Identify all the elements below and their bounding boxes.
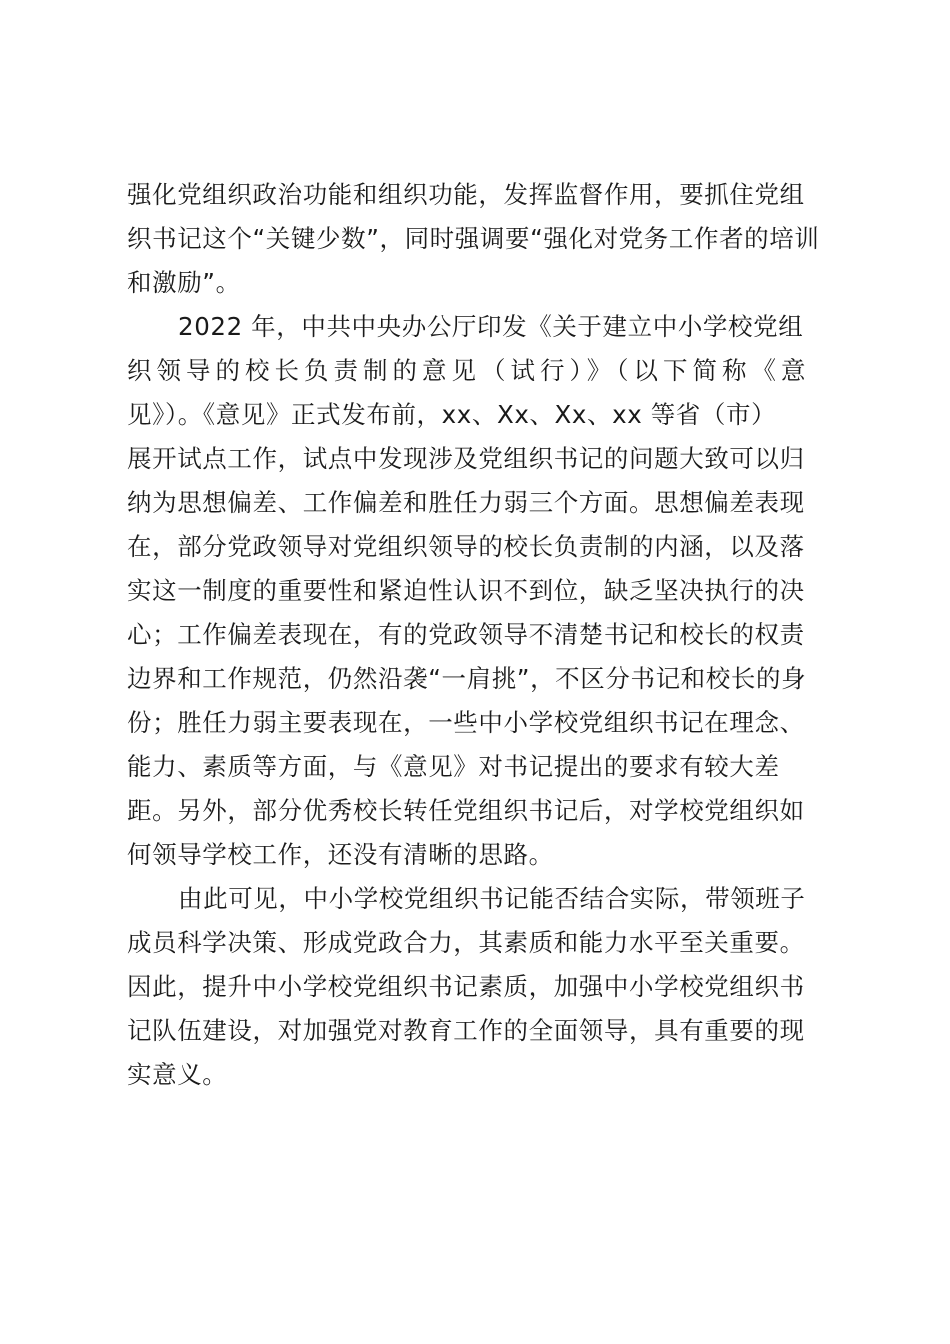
text-line: 见》）。《意见》正式发布前，xx、Xx、Xx、xx 等省（市）	[127, 400, 777, 429]
text-line: 展开试点工作，试点中发现涉及党组织书记的问题大致可以归	[127, 444, 805, 473]
text-line: 份；胜任力弱主要表现在，一些中小学校党组织书记在理念、	[127, 708, 805, 737]
text-line: 成员科学决策、形成党政合力，其素质和能力水平至关重要。	[127, 928, 805, 957]
text-line: 2022 年，中共中央办公厅印发《关于建立中小学校党组	[178, 312, 804, 341]
text-line: 何领导学校工作，还没有清晰的思路。	[127, 840, 554, 869]
text-line: 由此可见，中小学校党组织书记能否结合实际，带领班子	[178, 884, 806, 913]
text-line: 距。另外，部分优秀校长转任党组织书记后，对学校党组织如	[127, 796, 805, 825]
text-line: 织领导的校长负责制的意见（试行）》（以下简称《意	[127, 356, 811, 385]
text-line: 心；工作偏差表现在，有的党政领导不清楚书记和校长的权责	[127, 620, 805, 649]
text-line: 因此，提升中小学校党组织书记素质，加强中小学校党组织书	[127, 972, 805, 1001]
text-line: 能力、素质等方面，与《意见》对书记提出的要求有较大差	[127, 752, 780, 781]
text-line: 强化党组织政治功能和组织功能，发挥监督作用，要抓住党组	[127, 180, 805, 209]
text-line: 实这一制度的重要性和紧迫性认识不到位，缺乏坚决执行的决	[127, 576, 805, 605]
text-line: 在，部分党政领导对党组织领导的校长负责制的内涵，以及落	[127, 532, 805, 561]
text-line: 和激励”。	[127, 268, 241, 297]
text-line: 纳为思想偏差、工作偏差和胜任力弱三个方面。思想偏差表现	[127, 488, 805, 517]
text-line: 实意义。	[127, 1060, 228, 1089]
text-line: 边界和工作规范，仍然沿袭“一肩挑”，不区分书记和校长的身	[127, 664, 807, 693]
text-line: 织书记这个“关键少数”，同时强调要“强化对党务工作者的培训	[127, 224, 820, 253]
text-line: 记队伍建设，对加强党对教育工作的全面领导，具有重要的现	[127, 1016, 805, 1045]
